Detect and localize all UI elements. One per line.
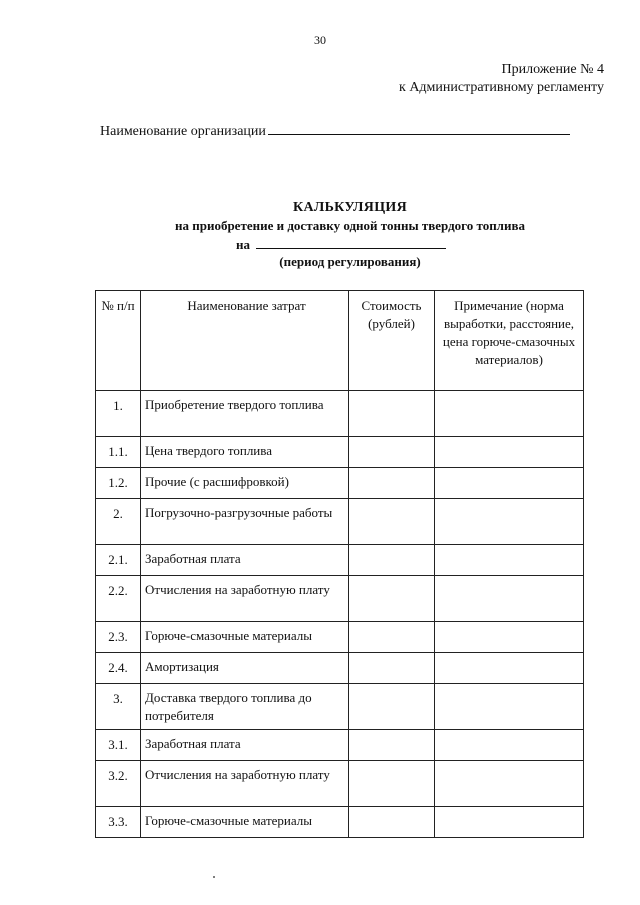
table-row [96,684,584,730]
organization-name-field[interactable] [268,120,570,135]
table-row [96,437,584,468]
table-row [96,545,584,576]
row-cost-cell[interactable] [349,653,435,684]
table-row [96,730,584,761]
header-num: № п/п [96,291,141,391]
row-cost-name: Погрузочно-разгрузочные работы [141,499,349,545]
row-cost-name: Горюче-смазочные материалы [141,622,349,653]
table-row [96,499,584,545]
row-cost-cell[interactable] [349,437,435,468]
row-cost-name: Отчисления на заработную плату [141,576,349,622]
row-note-cell[interactable] [435,807,584,838]
row-number: 2. [96,499,141,545]
table-header-row [96,291,584,391]
table-row [96,468,584,499]
row-note-cell[interactable] [435,576,584,622]
row-cost-cell[interactable] [349,730,435,761]
row-cost-cell[interactable] [349,468,435,499]
table-row [96,622,584,653]
row-number: 3.1. [96,730,141,761]
row-number: 2.4. [96,653,141,684]
row-note-cell[interactable] [435,545,584,576]
period-prefix: на [236,237,250,252]
appendix-title: Приложение № 4 [501,62,604,77]
period-caption: (период регулирования) [279,254,421,269]
document-subtitle: на приобретение и доставку одной тонны твердого топлива [175,218,525,233]
table-body [96,391,584,838]
row-cost-name: Цена твердого топлива [141,437,349,468]
row-cost-cell[interactable] [349,761,435,807]
row-note-cell[interactable] [435,622,584,653]
row-note-cell[interactable] [435,684,584,730]
table-row [96,576,584,622]
row-number: 1. [96,391,141,437]
row-cost-cell[interactable] [349,622,435,653]
organization-row [100,120,570,140]
row-cost-cell[interactable] [349,684,435,730]
row-cost-name: Прочие (с расшифровкой) [141,468,349,499]
row-note-cell[interactable] [435,499,584,545]
row-note-cell[interactable] [435,468,584,499]
row-note-cell[interactable] [435,761,584,807]
row-cost-name: Доставка твердого топлива до потребителя [141,684,349,730]
row-note-cell[interactable] [435,437,584,468]
document-title: КАЛЬКУЛЯЦИЯ [293,200,407,215]
row-number: 3.2. [96,761,141,807]
row-number: 3.3. [96,807,141,838]
row-cost-name: Отчисления на заработную плату [141,761,349,807]
header-note: Примечание (норма выработки, расстояние, цена горюче-смазочных материалов) [435,291,584,391]
table-row [96,391,584,437]
row-cost-cell[interactable] [349,807,435,838]
table-row [96,807,584,838]
period-field[interactable] [256,235,446,249]
row-note-cell[interactable] [435,730,584,761]
cost-table [95,290,584,838]
page-number: 30 [314,33,326,47]
row-number: 2.3. [96,622,141,653]
header-name: Наименование затрат [141,291,349,391]
row-cost-name: Амортизация [141,653,349,684]
row-cost-name: Заработная плата [141,545,349,576]
row-number: 1.1. [96,437,141,468]
row-note-cell[interactable] [435,391,584,437]
period-row [236,235,446,253]
scan-speck [213,876,215,878]
row-cost-name: Горюче-смазочные материалы [141,807,349,838]
row-cost-cell[interactable] [349,499,435,545]
row-cost-name: Заработная плата [141,730,349,761]
row-number: 3. [96,684,141,730]
row-cost-cell[interactable] [349,545,435,576]
row-number: 2.2. [96,576,141,622]
row-cost-cell[interactable] [349,576,435,622]
table-row [96,653,584,684]
organization-label: Наименование организации [100,124,266,139]
table-row [96,761,584,807]
row-number: 2.1. [96,545,141,576]
row-number: 1.2. [96,468,141,499]
row-cost-cell[interactable] [349,391,435,437]
appendix-subtitle: к Административному регламенту [399,80,604,95]
row-cost-name: Приобретение твердого топлива [141,391,349,437]
header-cost: Стоимость (рублей) [349,291,435,391]
row-note-cell[interactable] [435,653,584,684]
